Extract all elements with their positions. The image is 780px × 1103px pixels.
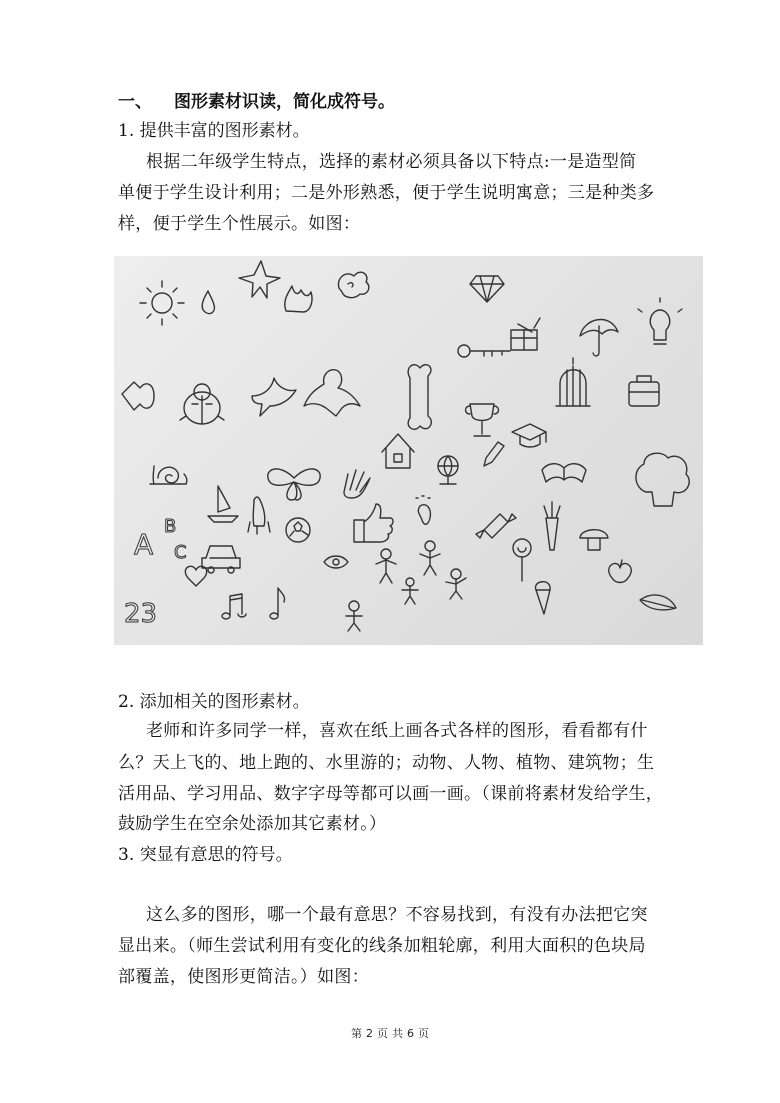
item3-paragraph-line: 这么多的图形，哪一个最有意思？不容易找到，有没有办法把它突 [146, 905, 648, 925]
candy-doodle [476, 514, 516, 538]
carrot-doodle [544, 502, 560, 550]
item2-paragraph-line: 老师和许多同学一样，喜欢在纸上画各式各样的图形，看看都有什 [146, 721, 648, 741]
rocket-doodle [248, 497, 270, 534]
hand-doodle [344, 470, 370, 498]
footer-total-word: 共 [392, 1027, 403, 1040]
item2-title: 2. 添加相关的图形素材。 [118, 692, 310, 712]
umbrella-doodle [580, 320, 618, 356]
leaf-doodle [640, 595, 676, 610]
pencil-doodle [484, 442, 504, 466]
bird-cage-doodle [556, 358, 590, 406]
gift-box-doodle [511, 318, 540, 350]
footer-prefix: 第 [351, 1027, 362, 1040]
doodle-materials-photo [114, 256, 703, 645]
tree-doodle [636, 453, 689, 506]
section-number: 一、 [118, 92, 152, 112]
item1-paragraph-line: 单便于学生设计利用；二是外形熟悉，便于学生说明寓意；三是种类多 [118, 183, 655, 203]
people-doodles [346, 541, 466, 631]
ladybug-doodle [180, 384, 224, 424]
butterfly-doodle [268, 469, 320, 500]
house-doodle [382, 434, 414, 468]
diamond-doodle [470, 276, 504, 302]
cloud-doodle [338, 272, 368, 297]
key-doodle [458, 345, 510, 357]
item1-paragraph-line: 样，便于学生个性展示。如图： [118, 214, 361, 234]
sailboat-doodle [208, 486, 238, 522]
eagle-doodle [304, 370, 360, 416]
light-bulb-doodle [638, 298, 682, 344]
globe-doodle [438, 456, 458, 484]
footer-page-word: 页 [377, 1027, 388, 1040]
item2-paragraph-line: 鼓励学生在空余处添加其它素材。） [118, 814, 387, 834]
lollipop-doodle [513, 539, 531, 581]
open-book-doodle [542, 464, 586, 482]
ice-cream-doodle [535, 582, 550, 614]
item2-paragraph-line: 活用品、学习用品、数字字母等都可以画一画。（课前将素材发给学生， [118, 784, 664, 804]
graduation-cap-doodle [512, 424, 546, 447]
heart-doodle [185, 566, 206, 586]
item2-paragraph-line: 么？天上飞的、地上跑的、水里游的；动物、人物、植物、建筑物；生 [118, 753, 655, 773]
trophy-doodle [466, 404, 499, 436]
apple-doodle [609, 560, 632, 583]
footer-total-pages: 6 [407, 1027, 414, 1040]
item3-paragraph-line: 显出来。（师生尝试利用有变化的线条加粗轮廓，利用大面积的色块局 [118, 936, 646, 956]
doodle-number-23: 23 [124, 599, 158, 629]
sun-doodle [140, 281, 184, 325]
bag-doodle [629, 376, 659, 406]
item1-paragraph-line: 根据二年级学生特点，选择的素材必须具备以下特点:一是造型简 [146, 152, 637, 172]
snail-doodle [150, 466, 187, 484]
fire-doodle [285, 286, 312, 312]
bird-doodle [252, 378, 296, 416]
music-notes-doodle [222, 588, 285, 619]
doodle-letter-c: C [174, 542, 187, 563]
doodle-letter-b: B [164, 516, 177, 537]
thumbs-up-doodle [354, 504, 393, 542]
section-title: 图形素材识读，简化成符号。 [174, 92, 395, 112]
eye-doodle [324, 556, 348, 568]
soccer-ball-doodle [286, 518, 310, 542]
mushroom-doodle [580, 530, 608, 550]
star-doodle [239, 261, 280, 298]
footer-suffix: 页 [418, 1027, 429, 1040]
bone-doodle [408, 365, 431, 430]
water-drop-doodle [202, 291, 214, 314]
doodle-letter-a: A [134, 528, 154, 561]
footer-page-number: 2 [366, 1027, 373, 1040]
item3-paragraph-line: 部覆盖，使图形更简洁。）如图： [118, 967, 369, 987]
fish-doodle [122, 382, 154, 410]
section-heading [118, 92, 698, 112]
footprint-doodle [416, 496, 430, 524]
item1-title: 1. 提供丰富的图形素材。 [118, 121, 310, 141]
car-doodle [202, 546, 240, 573]
page-footer [0, 1025, 780, 1041]
item3-title: 3. 突显有意思的符号。 [118, 845, 293, 865]
